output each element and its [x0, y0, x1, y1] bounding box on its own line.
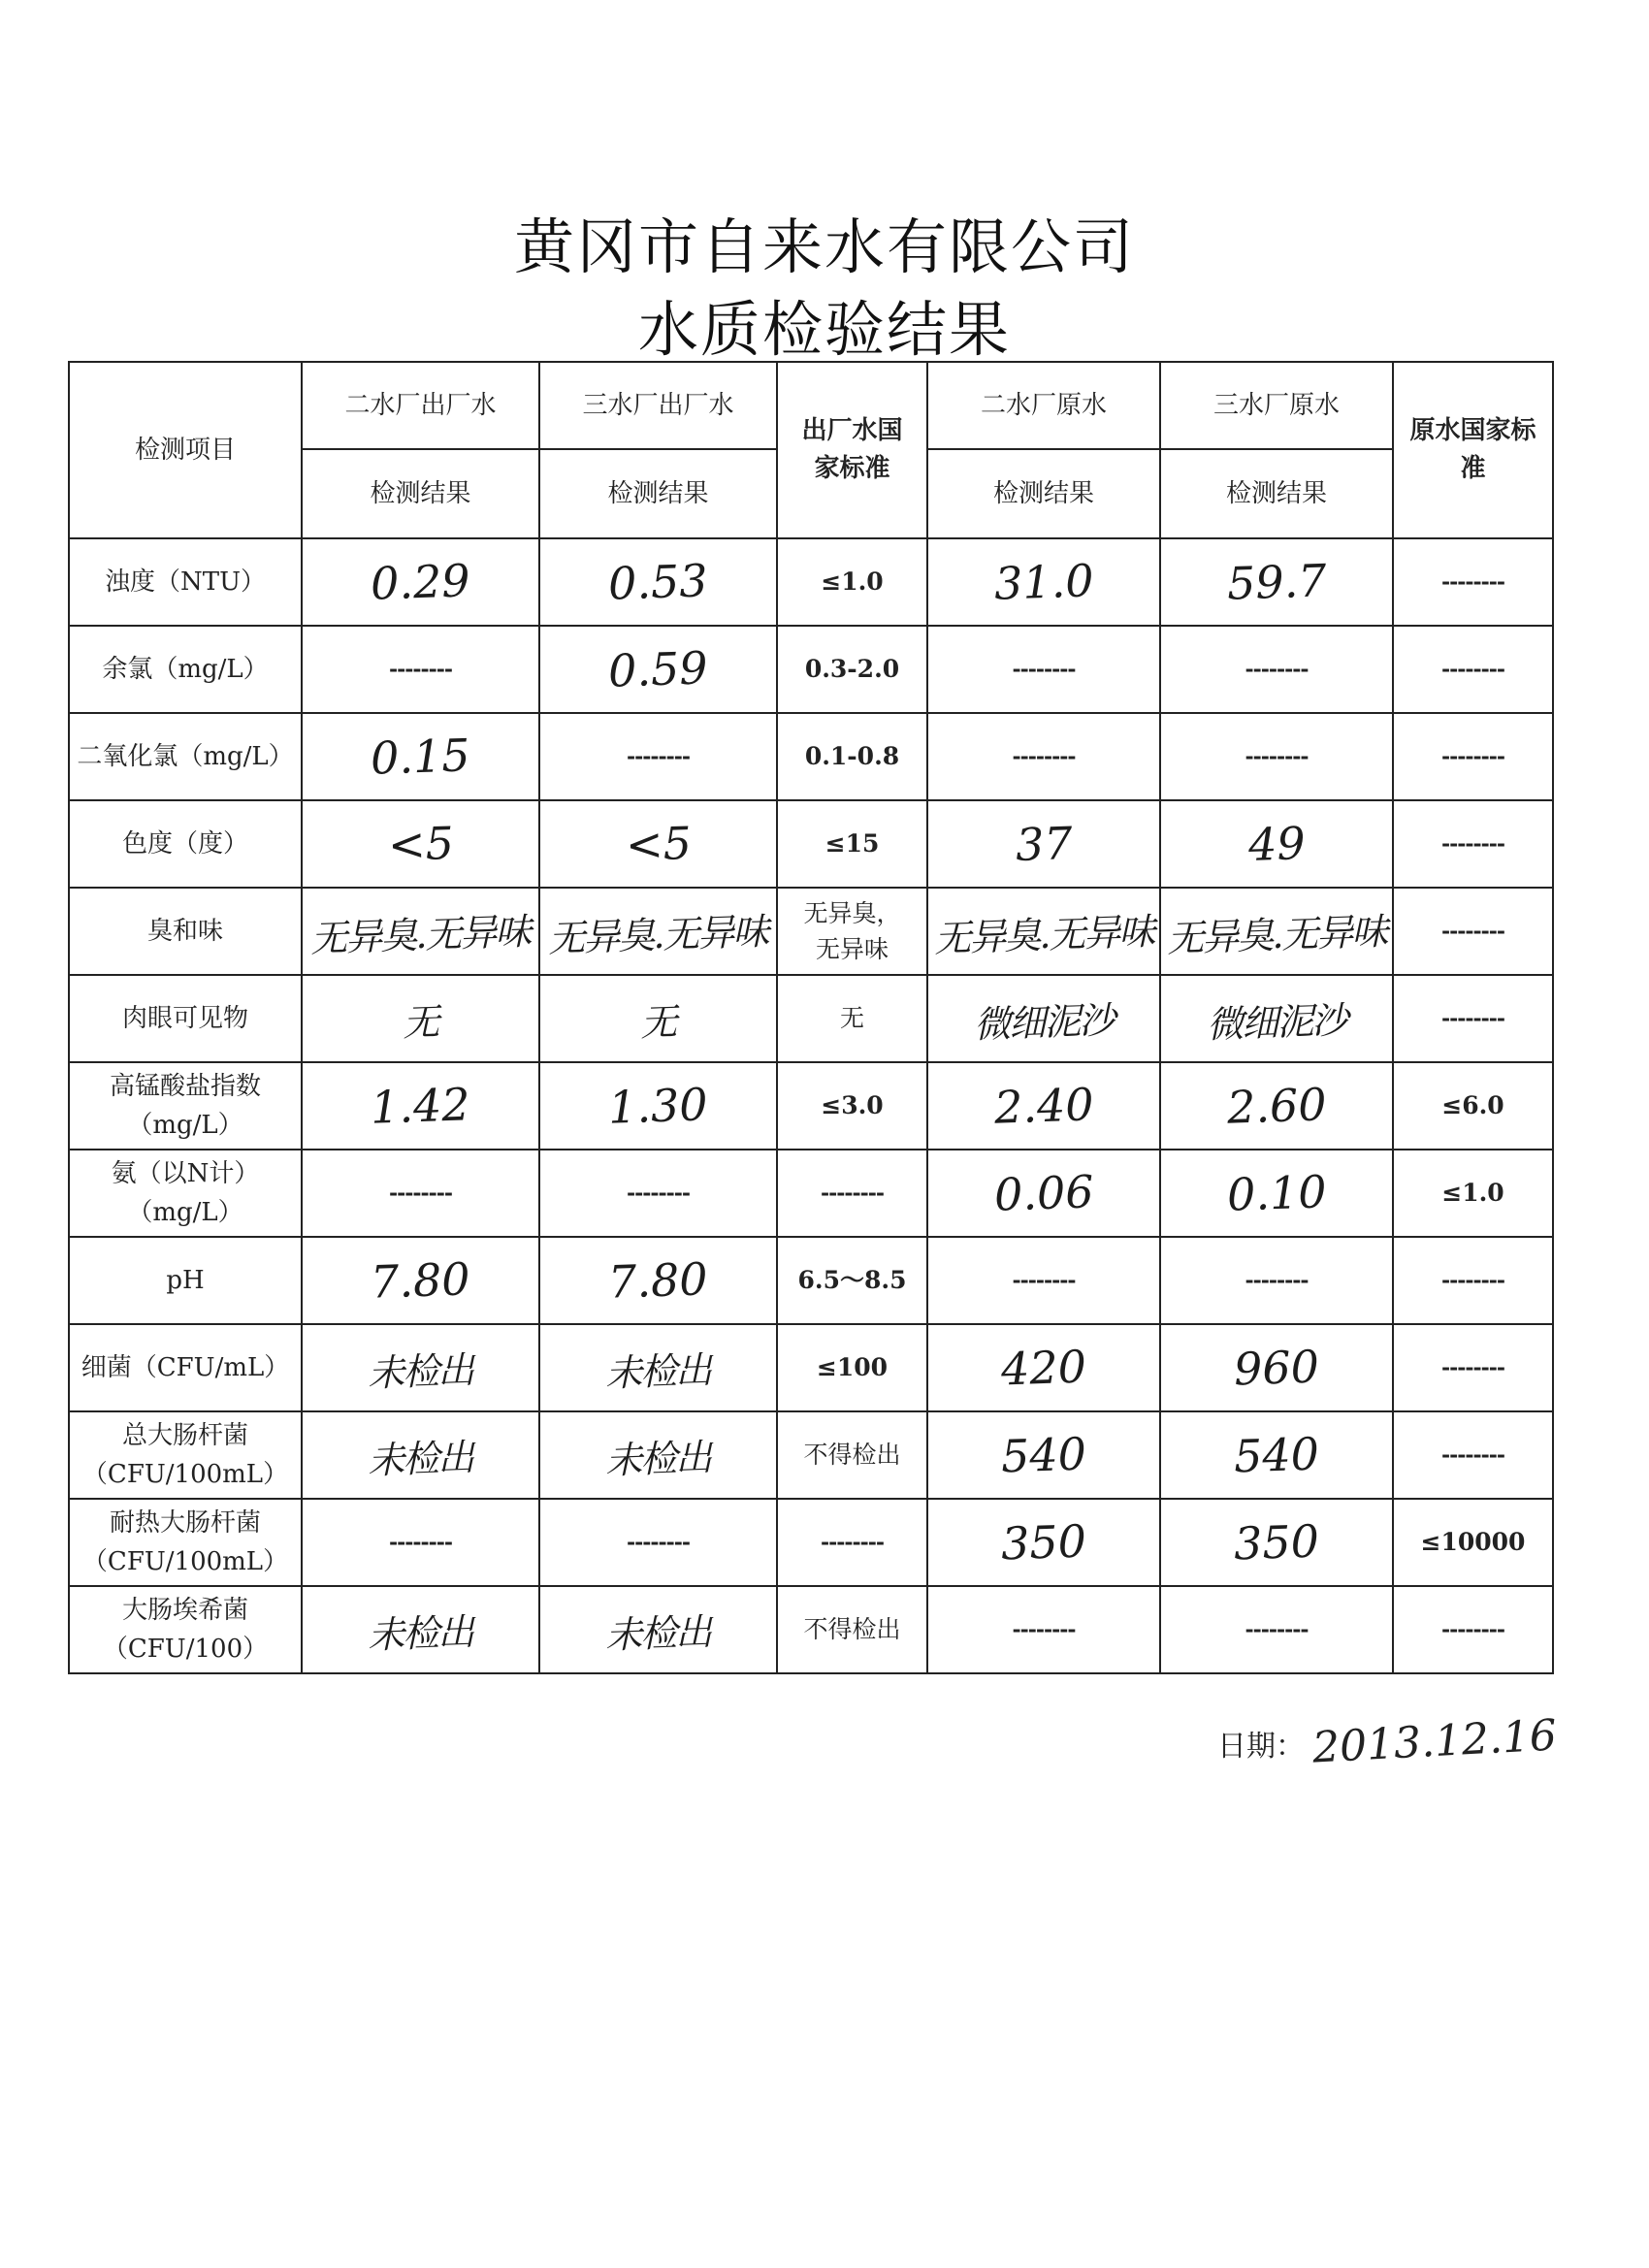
- plant2-raw-value: [927, 626, 1160, 713]
- plant2-raw-value-text: 0.06: [992, 1165, 1095, 1221]
- raw-standard-value-text: --------: [1440, 744, 1505, 769]
- table-row: [69, 800, 1553, 888]
- table-row: [69, 538, 1553, 626]
- plant3-outlet-value-text: 1.30: [607, 1078, 709, 1134]
- raw-standard-value: [1393, 1150, 1553, 1237]
- raw-standard-value-text: ≤1.0: [1441, 1179, 1504, 1208]
- plant3-outlet-value-text: 7.80: [607, 1252, 709, 1309]
- outlet-standard-value-text: --------: [820, 1181, 885, 1206]
- plant2-raw-value: [927, 1237, 1160, 1324]
- report-title: 水质检验结果: [637, 294, 1011, 365]
- subheader-result: 检测结果: [1160, 449, 1393, 538]
- row-label: 余氯（mg/L）: [69, 626, 302, 713]
- plant2-raw-value-text: --------: [1012, 744, 1076, 769]
- plant3-outlet-value-text: <5: [624, 816, 693, 872]
- raw-standard-value-text: --------: [1440, 1268, 1505, 1293]
- outlet-standard-value: [777, 1499, 927, 1586]
- plant3-raw-value-text: 2.60: [1225, 1078, 1328, 1134]
- plant3-outlet-value-text: 未检出: [604, 1347, 712, 1395]
- table-row: [69, 626, 1553, 713]
- outlet-standard-value: [777, 626, 927, 713]
- raw-standard-value-text: ≤10000: [1420, 1528, 1526, 1557]
- subheader-result: 检测结果: [302, 449, 539, 538]
- plant2-outlet-value: [302, 1411, 539, 1499]
- outlet-standard-value-text: 不得检出: [803, 1441, 901, 1470]
- plant3-outlet-value-text: 无异臭.无异味: [547, 909, 769, 960]
- plant3-outlet-value: [539, 538, 777, 626]
- plant3-outlet-value: [539, 626, 777, 713]
- row-label: 高锰酸盐指数（mg/L）: [69, 1062, 302, 1150]
- raw-standard-value: [1393, 1324, 1553, 1411]
- plant3-outlet-value: [539, 888, 777, 975]
- plant2-outlet-value-text: 未检出: [367, 1435, 474, 1482]
- row-label: 耐热大肠杆菌（CFU/100mL）: [69, 1499, 302, 1586]
- outlet-standard-value: [777, 713, 927, 800]
- raw-standard-value-text: --------: [1440, 1617, 1505, 1642]
- company-title: 黄冈市自来水有限公司: [513, 211, 1135, 282]
- date-label: 日期：: [1217, 1730, 1305, 1764]
- row-label: pH: [69, 1237, 302, 1324]
- plant2-outlet-value: [302, 713, 539, 800]
- outlet-standard-value: [777, 538, 927, 626]
- plant2-outlet-value-text: 1.42: [370, 1078, 471, 1134]
- plant2-raw-value-text: 540: [1000, 1427, 1087, 1483]
- table-row: [69, 1324, 1553, 1411]
- plant2-raw-value: [927, 713, 1160, 800]
- outlet-standard-value-text: 不得检出: [803, 1615, 901, 1644]
- plant3-outlet-value: [539, 1062, 777, 1150]
- outlet-standard-value-text: ≤3.0: [821, 1091, 884, 1120]
- row-label: 浊度（NTU）: [69, 538, 302, 626]
- plant3-raw-value-text: --------: [1245, 744, 1309, 769]
- plant3-outlet-value: [539, 1411, 777, 1499]
- raw-standard-value: [1393, 1499, 1553, 1586]
- plant2-outlet-value-text: --------: [388, 1530, 453, 1555]
- plant3-outlet-value: [539, 800, 777, 888]
- plant3-raw-value-text: 350: [1233, 1514, 1320, 1571]
- plant3-raw-value: [1160, 888, 1393, 975]
- plant2-outlet-value-text: 0.29: [370, 554, 471, 610]
- plant2-outlet-value: [302, 975, 539, 1062]
- plant2-outlet-value: [302, 1324, 539, 1411]
- plant3-raw-value: [1160, 1586, 1393, 1673]
- plant2-outlet-value: [302, 538, 539, 626]
- outlet-standard-value-text: --------: [820, 1530, 885, 1555]
- row-label: 大肠埃希菌（CFU/100）: [69, 1586, 302, 1673]
- table-row: [69, 1237, 1553, 1324]
- plant2-raw-value-text: 2.40: [992, 1078, 1095, 1134]
- table-row: [69, 1586, 1553, 1673]
- table-row: [69, 1499, 1553, 1586]
- row-label: 肉眼可见物: [69, 975, 302, 1062]
- plant2-outlet-value-text: 7.80: [370, 1252, 471, 1309]
- plant2-outlet-value: [302, 1062, 539, 1150]
- plant2-raw-value: [927, 1499, 1160, 1586]
- raw-standard-value: [1393, 975, 1553, 1062]
- row-label: 氨（以N计）（mg/L）: [69, 1150, 302, 1237]
- plant2-raw-value-text: 350: [1000, 1514, 1087, 1571]
- plant3-raw-value: [1160, 1499, 1393, 1586]
- table-row: [69, 1150, 1553, 1237]
- plant2-raw-value: [927, 1586, 1160, 1673]
- plant2-raw-value-text: 微细泥沙: [973, 997, 1115, 1046]
- outlet-standard-value: [777, 888, 927, 975]
- plant3-raw-value: [1160, 626, 1393, 713]
- row-label: 细菌（CFU/mL）: [69, 1324, 302, 1411]
- outlet-standard-value: [777, 800, 927, 888]
- raw-standard-value: [1393, 538, 1553, 626]
- outlet-standard-value-text: 无: [839, 1004, 864, 1033]
- plant3-raw-value-text: 微细泥沙: [1206, 997, 1347, 1046]
- plant3-outlet-value: [539, 1586, 777, 1673]
- raw-standard-value-text: ≤6.0: [1441, 1091, 1504, 1120]
- plant3-raw-value-text: 0.10: [1225, 1165, 1328, 1221]
- plant2-outlet-value: [302, 888, 539, 975]
- plant2-raw-value-text: --------: [1012, 657, 1076, 682]
- plant2-outlet-value: [302, 1237, 539, 1324]
- row-label: 臭和味: [69, 888, 302, 975]
- plant3-outlet-value-text: 无: [639, 999, 677, 1045]
- outlet-standard-value-text: ≤100: [816, 1353, 889, 1382]
- outlet-standard-value-text: 0.1-0.8: [804, 742, 900, 771]
- row-label: 总大肠杆菌（CFU/100mL）: [69, 1411, 302, 1499]
- plant3-raw-value-text: 59.7: [1225, 554, 1328, 610]
- raw-standard-value-text: --------: [1440, 657, 1505, 682]
- plant2-raw-value: [927, 888, 1160, 975]
- plant3-raw-value: [1160, 1411, 1393, 1499]
- outlet-standard-value-text: 6.5～8.5: [797, 1266, 907, 1295]
- plant3-outlet-value-text: 未检出: [604, 1609, 712, 1657]
- raw-standard-value-text: --------: [1440, 1006, 1505, 1031]
- outlet-standard-value-text: ≤15: [824, 829, 880, 859]
- header-plant2-outlet: 二水厂出厂水: [302, 362, 539, 449]
- plant3-outlet-value: [539, 1237, 777, 1324]
- table-row: [69, 1062, 1553, 1150]
- raw-standard-value-text: --------: [1440, 1442, 1505, 1468]
- plant2-outlet-value-text: 未检出: [367, 1609, 474, 1657]
- plant3-outlet-value-text: 0.53: [607, 554, 709, 610]
- raw-standard-value: [1393, 1586, 1553, 1673]
- plant2-raw-value-text: --------: [1012, 1617, 1076, 1642]
- table-row: [69, 888, 1553, 975]
- plant3-outlet-value-text: 0.59: [607, 641, 709, 697]
- raw-standard-value: [1393, 800, 1553, 888]
- water-quality-table: [68, 361, 1554, 1674]
- outlet-standard-value: [777, 1324, 927, 1411]
- raw-standard-value-text: --------: [1440, 1355, 1505, 1380]
- raw-standard-value-text: --------: [1440, 919, 1505, 944]
- plant3-raw-value: [1160, 1324, 1393, 1411]
- plant3-raw-value: [1160, 800, 1393, 888]
- plant2-raw-value: [927, 975, 1160, 1062]
- report-date: [1217, 1710, 1559, 1773]
- plant3-raw-value: [1160, 1150, 1393, 1237]
- table-row: [69, 975, 1553, 1062]
- plant3-raw-value: [1160, 538, 1393, 626]
- table-row: [69, 1411, 1553, 1499]
- plant3-raw-value-text: 540: [1233, 1427, 1320, 1483]
- plant3-raw-value: [1160, 1237, 1393, 1324]
- plant2-raw-value: [927, 1411, 1160, 1499]
- table-row: [69, 713, 1553, 800]
- plant3-outlet-value-text: 未检出: [604, 1435, 712, 1482]
- outlet-standard-value: [777, 1237, 927, 1324]
- outlet-standard-value: [777, 1411, 927, 1499]
- raw-standard-value: [1393, 888, 1553, 975]
- plant3-outlet-value: [539, 975, 777, 1062]
- plant3-outlet-value-text: --------: [626, 1530, 691, 1555]
- plant2-outlet-value: [302, 800, 539, 888]
- plant3-raw-value-text: --------: [1245, 1268, 1309, 1293]
- raw-standard-value: [1393, 1237, 1553, 1324]
- header-outlet-standard: 出厂水国家标准: [777, 362, 927, 538]
- plant3-raw-value: [1160, 975, 1393, 1062]
- plant2-raw-value-text: 31.0: [992, 554, 1095, 610]
- plant3-raw-value: [1160, 1062, 1393, 1150]
- plant2-outlet-value: [302, 1586, 539, 1673]
- plant2-outlet-value-text: --------: [388, 657, 453, 682]
- plant3-raw-value-text: --------: [1245, 657, 1309, 682]
- outlet-standard-value: [777, 975, 927, 1062]
- plant3-raw-value-text: 49: [1246, 816, 1307, 872]
- plant2-outlet-value-text: 无: [402, 999, 439, 1045]
- header-plant3-outlet: 三水厂出厂水: [539, 362, 777, 449]
- plant2-outlet-value-text: 0.15: [370, 729, 471, 785]
- raw-standard-value: [1393, 626, 1553, 713]
- plant2-raw-value: [927, 538, 1160, 626]
- plant2-raw-value-text: 420: [1000, 1340, 1087, 1396]
- outlet-standard-value: [777, 1586, 927, 1673]
- header-plant2-raw: 二水厂原水: [927, 362, 1160, 449]
- plant2-outlet-value-text: 无异臭.无异味: [309, 909, 532, 960]
- plant2-raw-value-text: 37: [1014, 816, 1074, 872]
- plant2-outlet-value: [302, 1499, 539, 1586]
- outlet-standard-value-text: 0.3-2.0: [804, 655, 900, 684]
- outlet-standard-value: [777, 1062, 927, 1150]
- outlet-standard-value-text: ≤1.0: [821, 567, 884, 597]
- plant3-outlet-value-text: --------: [626, 744, 691, 769]
- plant3-outlet-value: [539, 1499, 777, 1586]
- header-raw-standard: 原水国家标准: [1393, 362, 1553, 538]
- raw-standard-value-text: --------: [1440, 831, 1505, 857]
- row-label: 二氧化氯（mg/L）: [69, 713, 302, 800]
- plant2-raw-value-text: --------: [1012, 1268, 1076, 1293]
- plant3-outlet-value: [539, 713, 777, 800]
- plant2-outlet-value: [302, 1150, 539, 1237]
- plant3-raw-value: [1160, 713, 1393, 800]
- plant2-outlet-value-text: 未检出: [367, 1347, 474, 1395]
- plant2-outlet-value: [302, 626, 539, 713]
- header-item: 检测项目: [69, 362, 302, 538]
- raw-standard-value: [1393, 1411, 1553, 1499]
- header-plant3-raw: 三水厂原水: [1160, 362, 1393, 449]
- raw-standard-value: [1393, 713, 1553, 800]
- date-value: 2013.12.16: [1310, 1710, 1559, 1773]
- subheader-result: 检测结果: [927, 449, 1160, 538]
- subheader-result: 检测结果: [539, 449, 777, 538]
- row-label: 色度（度）: [69, 800, 302, 888]
- plant3-raw-value-text: 无异臭.无异味: [1166, 909, 1387, 960]
- plant3-outlet-value: [539, 1324, 777, 1411]
- plant2-raw-value: [927, 1324, 1160, 1411]
- plant2-raw-value-text: 无异臭.无异味: [933, 909, 1154, 960]
- outlet-standard-value-text: 无异臭，无异味: [803, 898, 901, 963]
- raw-standard-value: [1393, 1062, 1553, 1150]
- outlet-standard-value: [777, 1150, 927, 1237]
- raw-standard-value-text: --------: [1440, 569, 1505, 595]
- plant3-outlet-value-text: --------: [626, 1181, 691, 1206]
- plant3-outlet-value: [539, 1150, 777, 1237]
- plant2-raw-value: [927, 800, 1160, 888]
- plant3-raw-value-text: --------: [1245, 1617, 1309, 1642]
- plant3-raw-value-text: 960: [1233, 1340, 1320, 1396]
- plant2-outlet-value-text: <5: [386, 816, 455, 872]
- plant2-outlet-value-text: --------: [388, 1181, 453, 1206]
- plant2-raw-value: [927, 1062, 1160, 1150]
- plant2-raw-value: [927, 1150, 1160, 1237]
